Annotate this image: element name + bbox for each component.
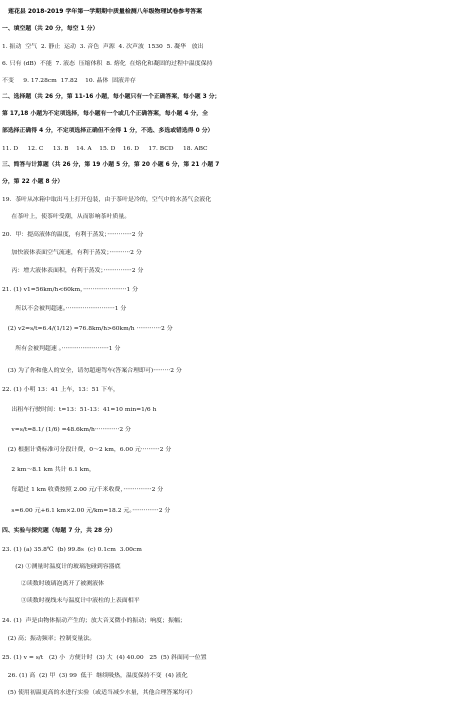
answer-line: 20. 甲：提高液体的温度，有利于蒸发；·············2 分 (2, 231, 144, 238)
answer-line: 22. (1) 小明 13：41 上车，13：51 下车， (2, 386, 119, 393)
answer-line: (2) 根据计费标准可分段计费，0～2 km，6.00 元··········2 分 (2, 446, 172, 453)
document-title: 莲花县 2018-2019 学年第一学期期中质量检测八年级物理试卷参考答案 (8, 8, 203, 15)
answer-line: 19. 茶叶从冰箱中取出马上打开包装，由于茶叶是冷的，空气中的水蒸气会液化 (2, 196, 212, 203)
answer-line: 每超过 1 km 收费按照 2.00 元/千米收费，···············2 分 (2, 486, 164, 493)
answer-line: 所以不会被判超速。··························1 分 (2, 305, 127, 312)
section-2-heading-cont: 部选择正确得 4 分，不定项选择正确但不全得 1 分，不选、多选或错选得 0 分） (2, 128, 214, 134)
section-4-heading: 四、实验与探究题（每题 7 分，共 28 分） (2, 528, 116, 534)
answer-line: 11. D 12. C 13. B 14. A 15. D 16. D 17. BCD 18. ABC (2, 145, 208, 152)
section-1-heading: 一、填空题（共 20 分，每空 1 分） (2, 26, 99, 32)
answer-line: 不变 9. 17.28cm 17.82 10. 晶体 固液并存 (2, 77, 136, 84)
section-3-heading: 三、简答与计算题（共 26 分，第 19 小题 5 分，第 20 小题 6 分，第 21 小题 7 (2, 162, 220, 168)
answer-line: 在茶叶上，使茶叶受潮，从而影响茶叶质量。 (2, 213, 131, 220)
section-2-heading-cont: 第 17,18 小题为不定项选择，每小题有一个或几个正确答案，每小题 4 分，全 (2, 111, 208, 117)
section-3-heading-cont: 分，第 22 小题 8 分） (2, 179, 64, 185)
answer-line: 出租车行驶时间：t=13：51-13：41=10 min=1/6 h (2, 406, 157, 413)
answer-line: 1. 振动 空气 2. 静止 运动 3. 音色 声源 4. 次声波 1530 5. 凝华 放出 (2, 43, 204, 50)
answer-line: 2 km～8.1 km 共计 6.1 km， (2, 466, 95, 473)
answer-line: s=6.00 元+6.1 km×2.00 元/km=18.2 元。··············2 分 (2, 507, 171, 514)
answer-line: (5) 使用初温更高的水进行实验（或适当减少水量，其他合理答案均可） (2, 689, 197, 696)
answer-line: (3) 为了你和他人的安全，请勿超速驾车(答案合理即可)·········2 分 (2, 367, 182, 374)
section-2-heading: 二、选择题（共 26 分，第 11-16 小题，每小题只有一个正确答案，每小题 3 分； (2, 94, 221, 100)
answer-line: (2) v2=s/t=6.4/(1/12) =76.8km/h>60km/h ·············2 分 (2, 325, 173, 332)
answer-line: (2) ①测量时温度计的玻璃泡碰到容器底 (2, 563, 121, 570)
answer-line: ②读数时玻璃泡离开了被测液体 (2, 580, 104, 587)
answer-line: 21. (1) v1=56km/h<60km，·······················1 分 (2, 286, 139, 293)
answer-line: (2) 高；振动频率；控制变量法。 (2, 635, 96, 642)
answer-line: v=s/t=8.1/ (1/6) =48.6km/h·············2 分 (2, 426, 131, 433)
answer-line: 26. (1) 高 (2) 甲 (3) 99 低于 继续吸热，温度保持不变 (4) 液化 (2, 672, 188, 679)
answer-line: 25. (1) v = s/t (2) 小 方便计时 (3) 大 (4) 40.00 25 (5) 斜面同一位置 (2, 654, 207, 661)
answer-line: ③读数时视线未与温度计中液柱的上表面相平 (2, 597, 140, 604)
answer-line: 6. 只有 (dB) 不能 7. 液态 压缩体积 8. 熔化 在熔化和凝固的过程中温度保持 (2, 60, 213, 67)
answer-line: 24. (1) 声是由物体振动产生的；放大音叉微小的振动；响度；振幅； (2, 617, 186, 624)
answer-line: 23. (1) (a) 35.8℃ (b) 99.8s (c) 0.1cm 3.00cm (2, 546, 142, 553)
answer-line: 加快液体表面空气流速，有利于蒸发；···········2 分 (2, 249, 142, 256)
answer-line: 所有会被判超速 。·························1 分 (2, 345, 121, 352)
answer-line: 丙：增大液体表面积，有利于蒸发；···············2 分 (2, 267, 144, 274)
